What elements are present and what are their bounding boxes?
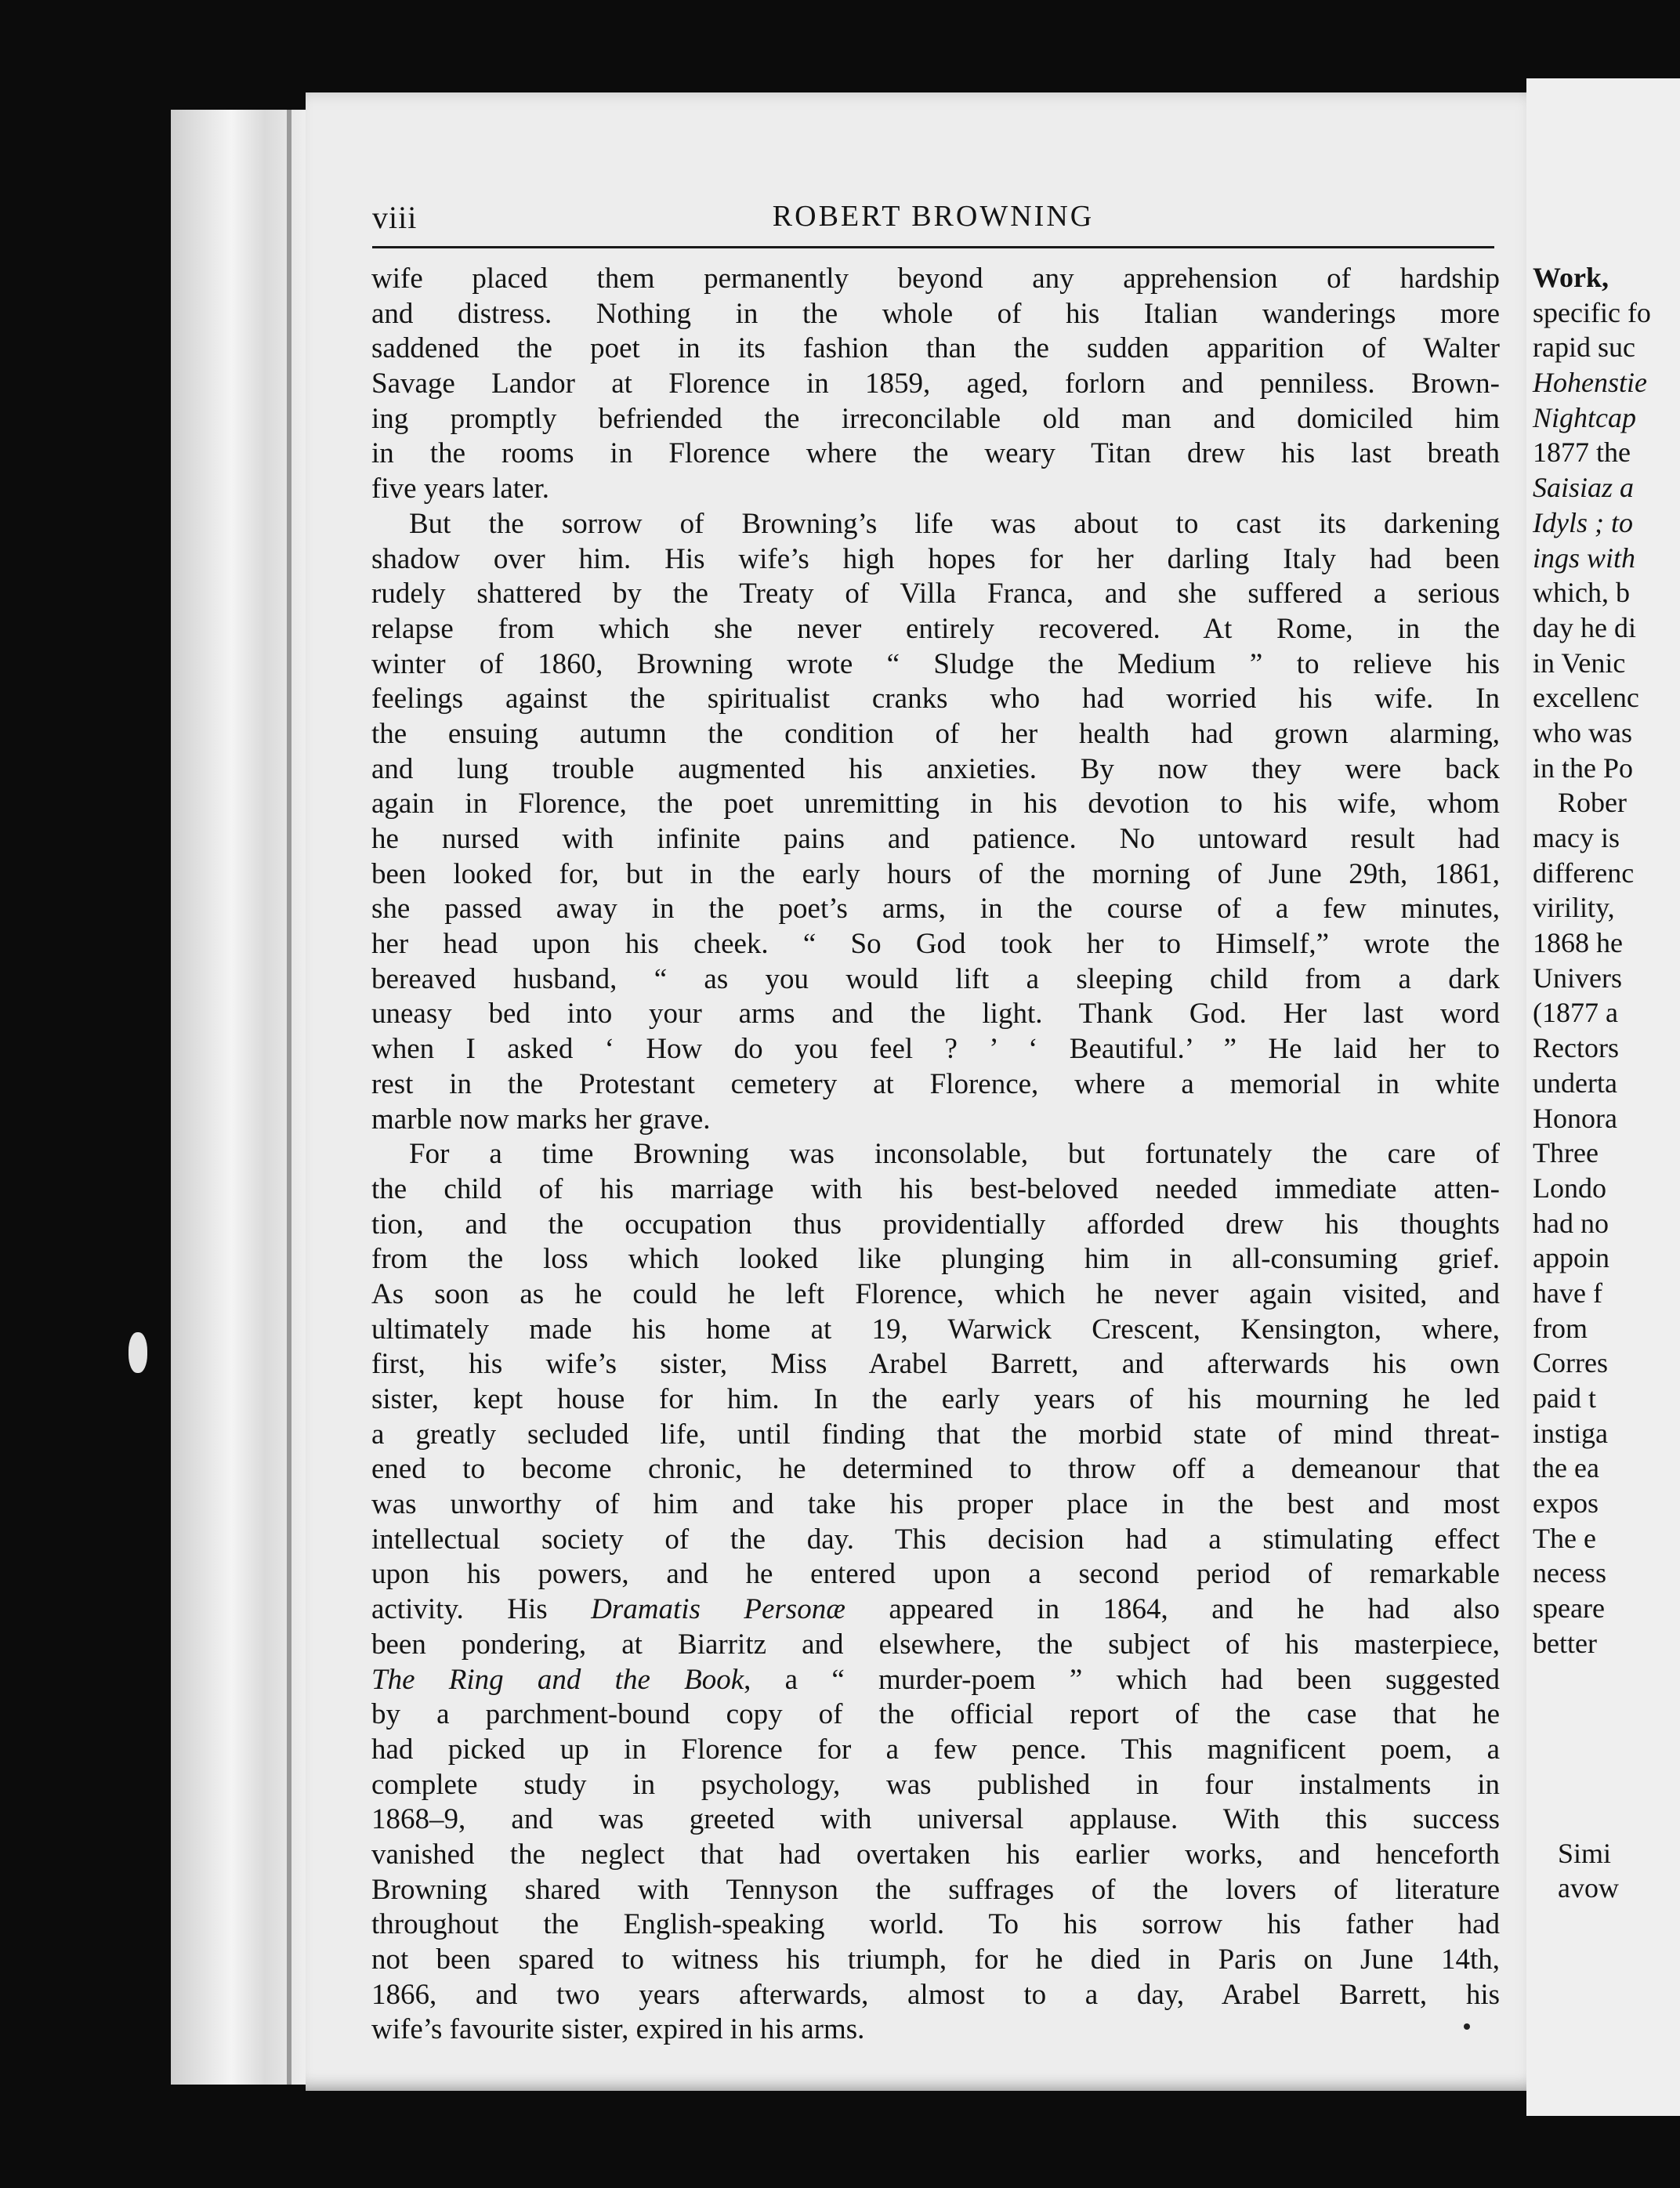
right-page-line: expos: [1533, 1487, 1599, 1520]
right-page-line: Hohenstie: [1533, 367, 1647, 399]
text-line: shadow over him. His wife’s high hopes for her darling Italy had been: [371, 542, 1500, 575]
text-line: first, his wife’s sister, Miss Arabel Barrett, and afterwards his own: [371, 1348, 1500, 1381]
right-page-line: differenc: [1533, 857, 1635, 889]
right-page-line: Idyls ; to: [1533, 506, 1633, 538]
text-line: ened to become chronic, he determined to throw off a demeanour that: [371, 1453, 1500, 1486]
text-run: appeared in 1864, and he had also: [845, 1593, 1500, 1626]
text-line: a greatly secluded life, until finding that the morbid state of mind threat-: [371, 1418, 1500, 1451]
text-line: five years later.: [371, 473, 550, 505]
text-line: and distress. Nothing in the whole of his Italian wanderings more: [371, 297, 1500, 330]
right-page-line: Rectors: [1533, 1032, 1619, 1064]
italic-title: Dramatis Personæ: [591, 1593, 845, 1626]
text-line: had picked up in Florence for a few pence. This magnificent poem, a: [371, 1733, 1500, 1766]
text-line: bereaved husband, “ as you would lift a sleeping child from a dark: [371, 962, 1500, 995]
right-page-line: The e: [1533, 1522, 1596, 1554]
right-page-line: the ea: [1533, 1452, 1599, 1484]
right-page-line: in Venic: [1533, 647, 1626, 679]
right-page-line: Three: [1533, 1137, 1599, 1169]
text-line: he nursed with infinite pains and patience. No untoward result had: [371, 823, 1500, 855]
text-run: activity. His: [371, 1593, 592, 1626]
right-page-line: [1533, 1661, 1651, 1836]
text-line: rudely shattered by the Treaty of Villa Franca, and she suffered a serious: [371, 578, 1500, 610]
right-page-line: better: [1533, 1627, 1597, 1659]
right-page-line: 1877 the: [1533, 437, 1631, 469]
text-line: been looked for, but in the early hours of the morning of June 29th, 1861,: [371, 857, 1500, 890]
gutter-line: [287, 110, 291, 2085]
scan-artifact: [129, 1332, 147, 1373]
right-page-line: Honora: [1533, 1102, 1617, 1134]
right-page-line: (1877 a: [1533, 997, 1618, 1029]
text-line: again in Florence, the poet unremitting in his devotion to his wife, whom: [371, 788, 1500, 820]
text-line: saddened the poet in its fashion than the sudden apparition of Walter: [371, 332, 1500, 365]
right-page-line: virility,: [1533, 892, 1615, 924]
right-page-line: 1868 he: [1533, 927, 1623, 959]
text-line: throughout the English-speaking world. To his sorrow his father had: [371, 1908, 1500, 1941]
right-page-line: necess: [1533, 1557, 1606, 1589]
text-line: marble now marks her grave.: [371, 1103, 711, 1136]
right-page-line: Corres: [1533, 1347, 1608, 1379]
text-line: Browning shared with Tennyson the suffrages of the lovers of literature: [371, 1873, 1500, 1906]
text-line: As soon as he could he left Florence, which he never again visited, and: [371, 1277, 1500, 1310]
text-line: was unworthy of him and take his proper place in the best and most: [371, 1488, 1500, 1521]
right-page-line: paid t: [1533, 1382, 1596, 1414]
ink-dot: [1464, 2023, 1470, 2030]
right-page-line: avow: [1558, 1872, 1619, 1904]
page-number: viii: [372, 200, 418, 235]
right-page-line: rapid suc: [1533, 331, 1635, 364]
text-line: not been spared to witness his triumph, for he died in Paris on June 14th,: [371, 1943, 1500, 1976]
text-line: winter of 1860, Browning wrote “ Sludge the Medium ” to relieve his: [371, 647, 1500, 680]
text-line: But the sorrow of Browning’s life was about to cast its darkening: [409, 507, 1500, 540]
italic-title: The Ring and the Book: [371, 1663, 744, 1696]
text-line: she passed away in the poet’s arms, in the course of a few minutes,: [371, 893, 1500, 926]
text-line: upon his powers, and he entered upon a second period of remarkable: [371, 1558, 1500, 1591]
right-page-line: ings with: [1533, 542, 1636, 574]
text-line: the ensuing autumn the condition of her health had grown alarming,: [371, 717, 1500, 750]
text-line: [371, 1663, 1500, 1698]
right-page-line: Londo: [1533, 1172, 1606, 1204]
page-header: [372, 199, 1494, 248]
text-line: her head upon his cheek. “ So God took her to Himself,” wrote the: [371, 928, 1500, 961]
text-line: [371, 1592, 1500, 1628]
right-page-line: Nightcap: [1533, 401, 1636, 433]
text-line: and lung trouble augmented his anxieties. By now they were back: [371, 752, 1500, 785]
text-line: ing promptly befriended the irreconcilable old man and domiciled him: [371, 402, 1500, 435]
text-line: wife’s favourite sister, expired in his arms.: [371, 2013, 865, 2046]
text-line: the child of his marriage with his best-beloved needed immediate atten-: [371, 1172, 1500, 1205]
right-page-line: excellenc: [1533, 682, 1639, 714]
right-page-line: speare: [1533, 1592, 1605, 1625]
text-line: in the rooms in Florence where the weary Titan drew his last breath: [371, 437, 1500, 470]
text-line: uneasy bed into your arms and the light. Thank God. Her last word: [371, 998, 1500, 1031]
right-page-line: macy is: [1533, 822, 1620, 853]
right-page: [1526, 78, 1680, 2116]
book-spine: [171, 110, 306, 2085]
text-line: complete study in psychology, was published in four instalments in: [371, 1768, 1500, 1801]
right-page-line: instiga: [1533, 1417, 1608, 1449]
right-page-line: appoin: [1533, 1242, 1609, 1274]
body-text: [371, 262, 1500, 2048]
right-page-line: from: [1533, 1312, 1588, 1344]
right-page-line: Work,: [1533, 262, 1609, 293]
text-line: Savage Landor at Florence in 1859, aged, forlorn and penniless. Brown-: [371, 368, 1500, 400]
text-line: when I asked ‘ How do you feel ? ’ ‘ Beautiful.’ ” He laid her to: [371, 1033, 1500, 1066]
text-line: 1866, and two years afterwards, almost to a day, Arabel Barrett, his: [371, 1978, 1500, 2011]
text-line: tion, and the occupation thus providentially afforded drew his thoughts: [371, 1208, 1500, 1241]
right-page-line: day he di: [1533, 611, 1636, 643]
text-line: ultimately made his home at 19, Warwick Crescent, Kensington, where,: [371, 1313, 1500, 1346]
right-page-line: underta: [1533, 1067, 1617, 1099]
running-title: ROBERT BROWNING: [772, 200, 1095, 233]
text-line: been pondering, at Biarritz and elsewhere, the subject of his masterpiece,: [371, 1628, 1500, 1661]
right-page-line: have f: [1533, 1277, 1602, 1309]
text-line: 1868–9, and was greeted with universal applause. With this success: [371, 1803, 1500, 1836]
text-line: from the loss which looked like plunging him in all-consuming grief.: [371, 1243, 1500, 1276]
right-page-line: had no: [1533, 1207, 1609, 1239]
text-run: , a “ murder-poem ” which had been suggested: [744, 1663, 1500, 1696]
text-line: by a parchment-bound copy of the official report of the case that he: [371, 1698, 1500, 1731]
text-line: For a time Browning was inconsolable, but fortunately the care of: [409, 1138, 1500, 1171]
right-page-line: Univers: [1533, 962, 1622, 994]
text-line: feelings against the spiritualist cranks who had worried his wife. In: [371, 683, 1500, 715]
text-line: vanished the neglect that had overtaken his earlier works, and henceforth: [371, 1838, 1500, 1871]
right-page-text: [1533, 260, 1651, 1906]
right-page-line: who was: [1533, 716, 1632, 748]
right-page-line: Rober: [1558, 787, 1627, 819]
right-page-line: Saisiaz a: [1533, 472, 1635, 504]
text-line: sister, kept house for him. In the early years of his mourning he led: [371, 1383, 1500, 1415]
text-line: intellectual society of the day. This decision had a stimulating effect: [371, 1523, 1500, 1556]
right-page-line: specific fo: [1533, 296, 1651, 328]
text-line: rest in the Protestant cemetery at Florence, where a memorial in white: [371, 1067, 1500, 1100]
right-page-line: in the Po: [1533, 752, 1634, 784]
right-page-line: Simi: [1558, 1837, 1612, 1869]
right-page-line: which, b: [1533, 577, 1630, 609]
text-line: relapse from which she never entirely recovered. At Rome, in the: [371, 612, 1500, 645]
text-line: wife placed them permanently beyond any apprehension of hardship: [371, 263, 1500, 295]
